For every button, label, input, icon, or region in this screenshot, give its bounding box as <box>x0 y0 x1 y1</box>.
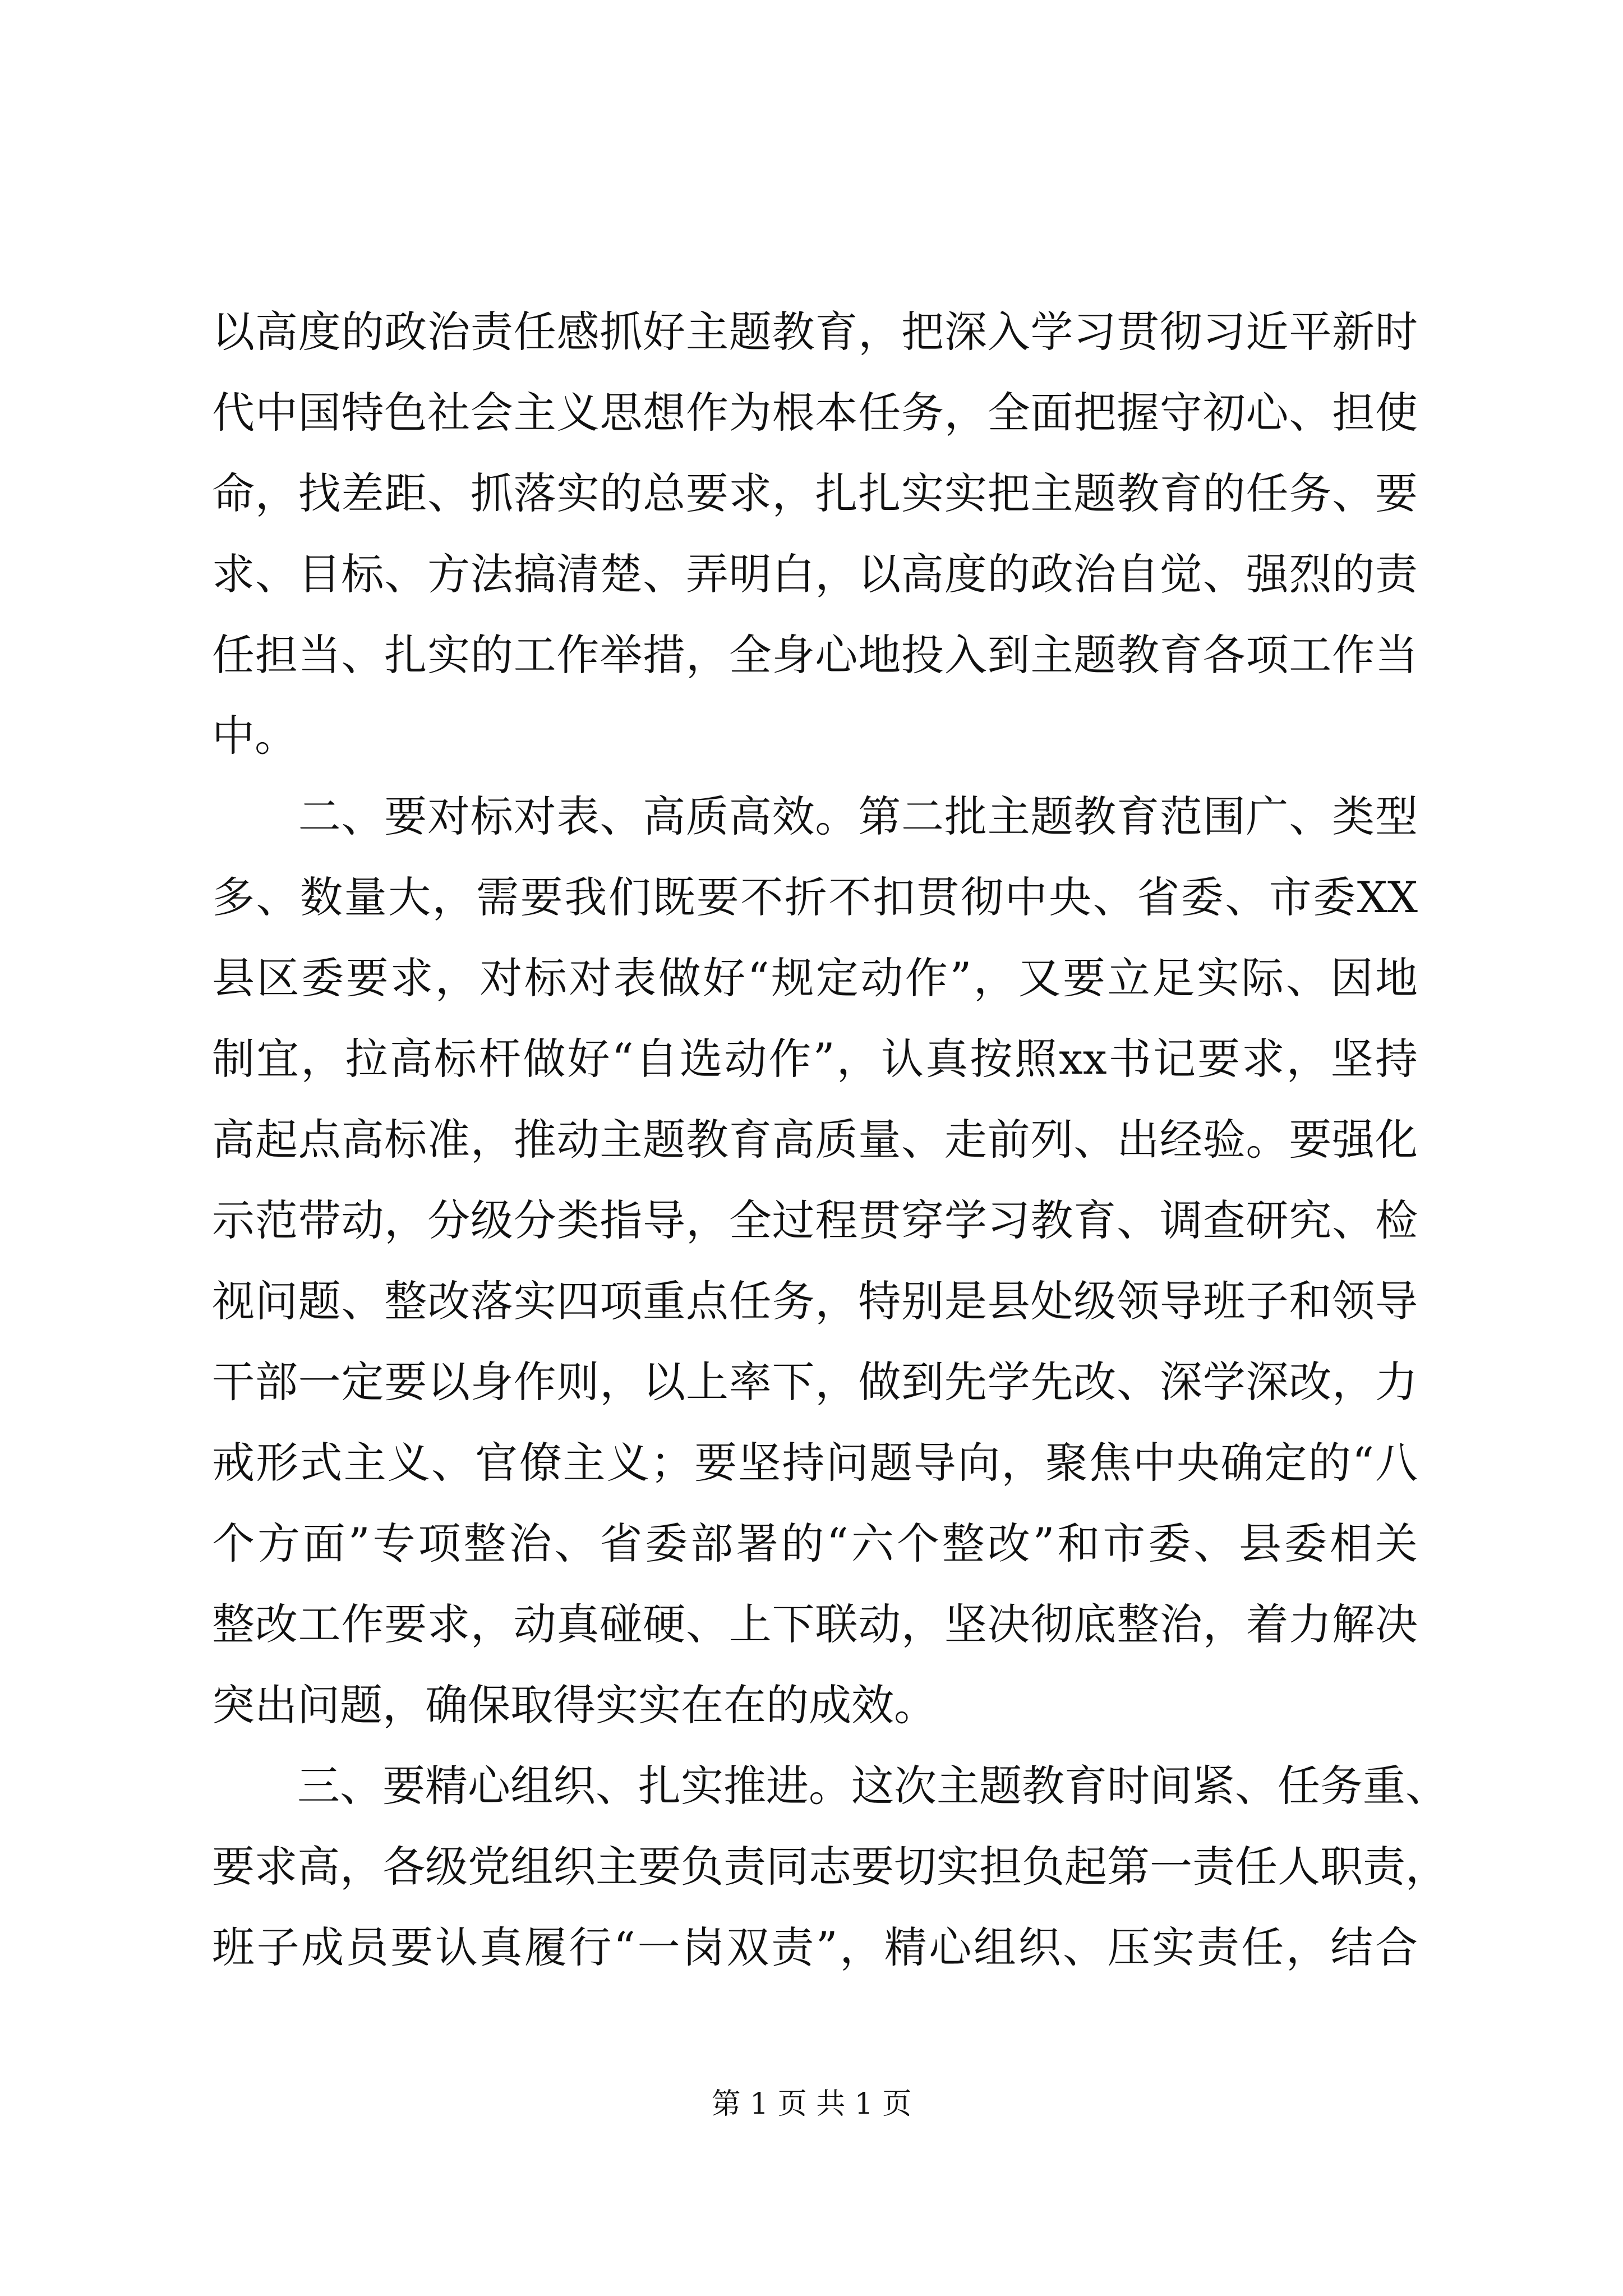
text-line: 二、要对标对表、高质高效。第二批主题教育范围广、类型 <box>212 792 1418 841</box>
text-line: 戒形式主义、官僚主义；要坚持问题导向，聚焦中央确定的“八 <box>212 1438 1418 1488</box>
text-line: 县区委要求，对标对表做好“规定动作”，又要立足实际、因地 <box>212 953 1418 1003</box>
text-line: 突出问题，确保取得实实在在的成效。 <box>212 1680 937 1730</box>
text-line: 任担当、扎实的工作举措，全身心地投入到主题教育各项工作当 <box>212 630 1418 680</box>
text-line: 视问题、整改落实四项重点任务，特别是县处级领导班子和领导 <box>212 1276 1418 1326</box>
text-line: 制宜，拉高标杆做好“自选动作”，认真按照xx书记要求，坚持 <box>212 1034 1418 1084</box>
text-line: 高起点高标准，推动主题教育高质量、走前列、出经验。要强化 <box>212 1115 1418 1165</box>
text-line: 多、数量大，需要我们既要不折不扣贯彻中央、省委、市委XX <box>212 872 1418 922</box>
text-line: 班子成员要认真履行“一岗双责”，精心组织、压实责任，结合 <box>212 1922 1418 1972</box>
text-line: 整改工作要求，动真碰硬、上下联动，坚决彻底整治，着力解决 <box>212 1599 1418 1649</box>
text-line: 求、目标、方法搞清楚、弄明白，以高度的政治自觉、强烈的责 <box>212 549 1418 599</box>
text-line: 以高度的政治责任感抓好主题教育，把深入学习贯彻习近平新时 <box>212 307 1418 357</box>
text-line: 命，找差距、抓落实的总要求，扎扎实实把主题教育的任务、要 <box>212 468 1418 518</box>
text-line: 代中国特色社会主义思想作为根本任务，全面把握守初心、担使 <box>212 388 1418 438</box>
text-line: 三、要精心组织、扎实推进。这次主题教育时间紧、任务重、 <box>212 1761 1448 1811</box>
document-body <box>212 292 1448 1988</box>
text-line: 干部一定要以身作则，以上率下，做到先学先改、深学深改，力 <box>212 1357 1418 1407</box>
text-line: 中。 <box>212 711 297 761</box>
text-line: 个方面”专项整治、省委部署的“六个整改”和市委、县委相关 <box>212 1519 1418 1568</box>
page-footer: 第 1 页 共 1 页 <box>711 2087 912 2121</box>
text-line: 要求高，各级党组织主要负责同志要切实担负起第一责任人职责， <box>212 1842 1448 1892</box>
text-line: 示范带动，分级分类指导，全过程贯穿学习教育、调查研究、检 <box>212 1195 1418 1245</box>
